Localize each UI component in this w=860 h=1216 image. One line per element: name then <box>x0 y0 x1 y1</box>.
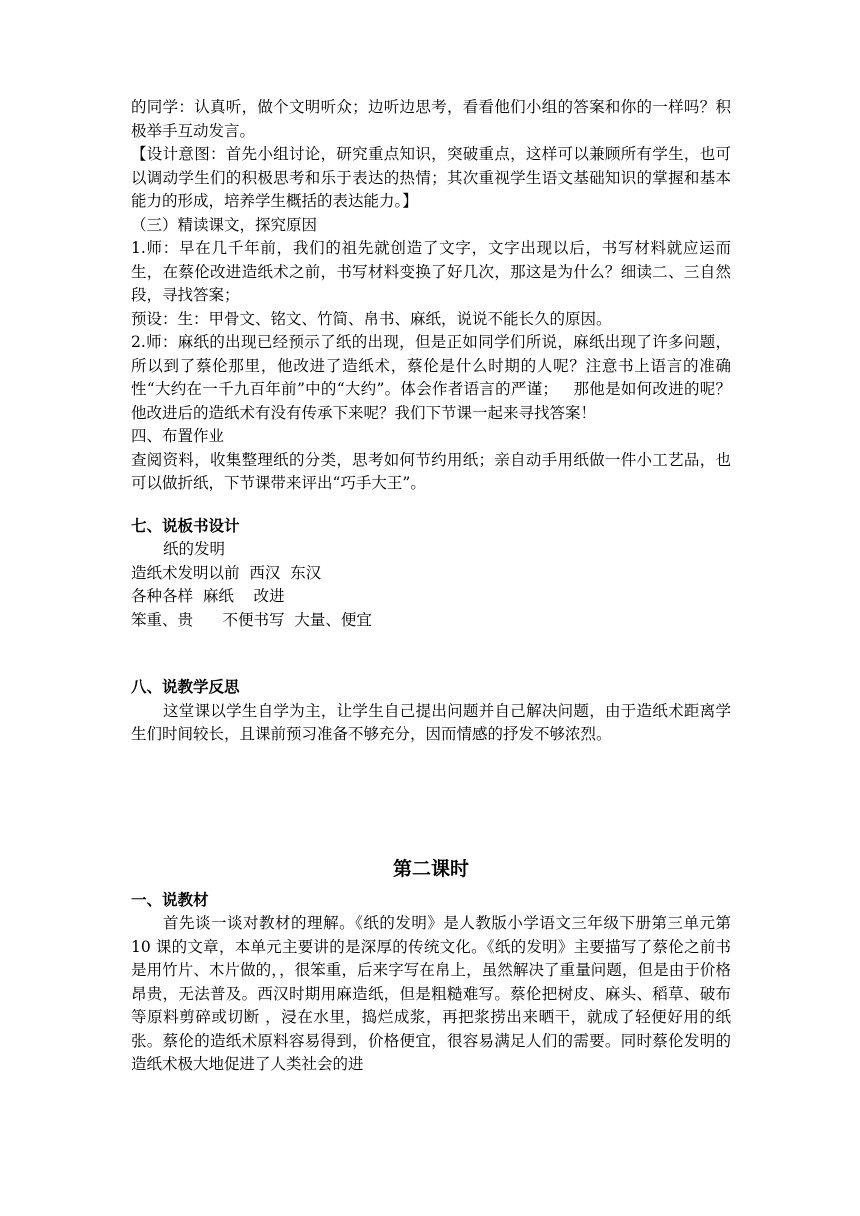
paragraph-design-intent: 【设计意图：首先小组讨论，研究重点知识，突破重点，这样可以兼顾所有学生，也可以调动学生们的积极思考和乐于表达的热情；其次重视学生语文基础知识的掌握和基本能力的形成，培养学生概括的表达能力。】 <box>131 145 731 210</box>
section-heading-four: 四、布置作业 <box>131 427 225 445</box>
paragraph-listen: 的同学：认真听，做个文明听众；边听边思考，看看他们小组的答案和你的一样吗？积极举手互动发言。 <box>131 98 731 140</box>
textbook-heading: 一、说教材 <box>131 890 209 909</box>
section-heading-three: （三）精读课文，探究原因 <box>131 215 318 234</box>
board-row-1: 造纸术发明以前 西汉 东汉 <box>131 563 322 582</box>
paragraph-item-1: 1.师：早在几千年前，我们的祖先就创造了文字，文字出现以后，书写材料就应运而生，在蔡伦改进造纸术之前，书写材料变换了好几次，那这是为什么？细读二、三自然段，寻找答案； <box>131 239 731 304</box>
reflection-heading: 八、说教学反思 <box>131 678 240 696</box>
board-row-3: 笨重、贵 不便书写 大量、便宜 <box>131 610 372 629</box>
lesson-two-title: 第二课时 <box>392 857 469 880</box>
textbook-paragraph: 首先谈一谈对教材的理解。《纸的发明》是人教版小学语文三年级下册第三单元第 10 课的文章，本单元主要讲的是深厚的传统文化。《纸的发明》主要描写了蔡伦之前书是用竹片、木片做的，，很笨重，后来字写在帛上，虽然解决了重量问题，但是由于价格昂贵，无法普及。西汉时期用麻造纸，但是粗糙难写。蔡伦把树皮、麻头、稻草、破布等原料剪碎或切断 ，浸在水里，捣烂成浆，再把浆捞出来晒干，就成了轻便好用的纸张。蔡伦的造纸术原料容易得到，价格便宜，很容易满足人们的需要。同时蔡伦发明的造纸术极大地促进了人类社会的进 <box>131 914 731 1073</box>
reflection-paragraph: 这堂课以学生自学为主，让学生自己提出问题并自己解决问题，由于造纸术距离学生们时间较长，且课前预习准备不够充分，因而情感的抒发不够浓烈。 <box>131 701 731 743</box>
board-design-heading: 七、说板书设计 <box>131 516 240 535</box>
board-title: 纸的发明 <box>163 540 226 558</box>
paragraph-preset: 预设：生：甲骨文、铭文、竹简、帛书、麻纸，说说不能长久的原因。 <box>131 309 612 328</box>
document-page <box>131 96 731 1077</box>
board-design <box>131 538 731 632</box>
paragraph-item-2: 2.师：麻纸的出现已经预示了纸的出现，但是正如同学们所说，麻纸出现了许多问题，所以到了蔡伦那里，他改进了造纸术，蔡伦是什么时期的人呢？注意书上语言的准确性“大约在一千九百年前”中的“大约”。体会作者语言的严谨； 那他是如何改进的呢？他改进后的造纸术有没有传承下来呢？我们下节课一起来寻找答案！ <box>131 333 731 422</box>
board-row-2: 各种各样 麻纸 改进 <box>131 587 285 605</box>
paragraph-homework: 查阅资料，收集整理纸的分类，思考如何节约用纸；亲自动手用纸做一件小工艺品，也可以做折纸，下节课带来评出“巧手大王”。 <box>131 450 731 492</box>
